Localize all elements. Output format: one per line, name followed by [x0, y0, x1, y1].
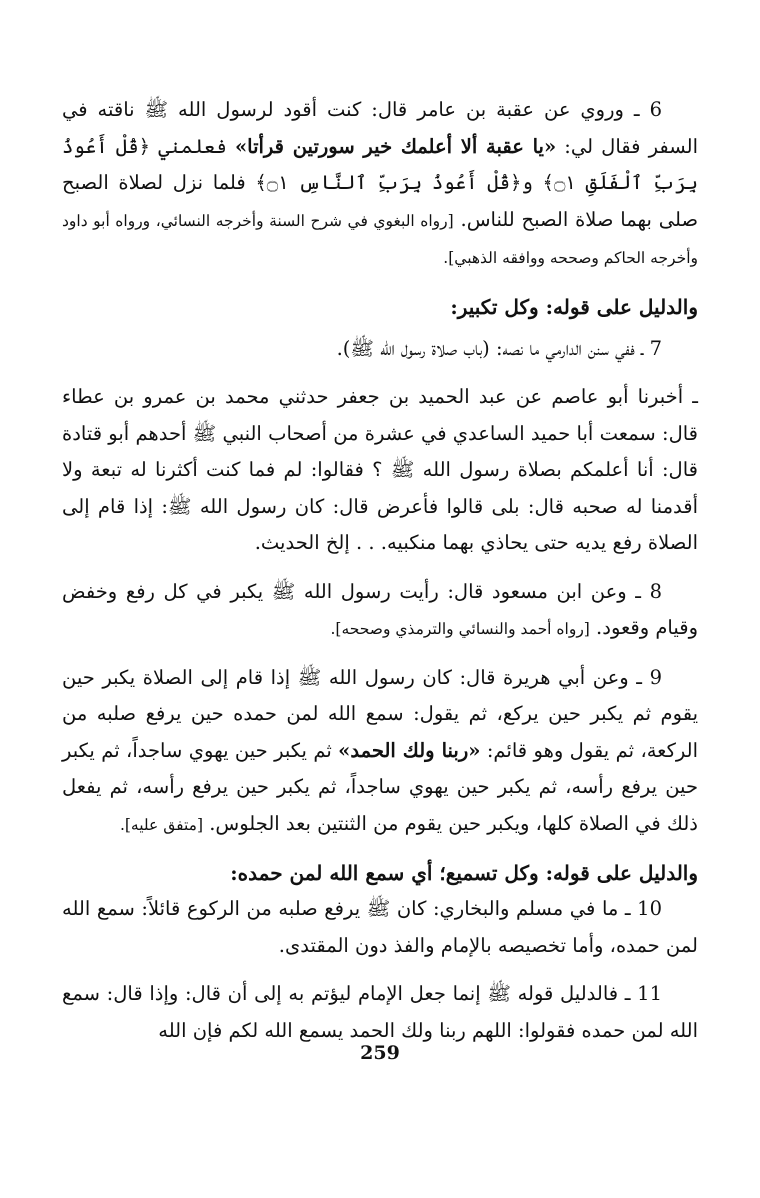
paragraph-9 — [62, 660, 698, 844]
paragraph-8 — [62, 574, 698, 648]
paragraph-9-text: 9 ـ وعن أبي هريرة قال: كان رسول الله ﷺ إذا قام إلى الصلاة يكبر حين يقوم ثم يكبر حين يركع، ثم يقول: سمع الله لمن حمده حين يرفع صلبه من الركعة، ثم يقول وهو قائم: — [62, 665, 698, 762]
hadith-quote-rabbana: «ربنا ولك الحمد» — [338, 738, 481, 762]
spacer — [62, 277, 698, 289]
paragraph-6 — [62, 92, 698, 277]
spacer — [62, 843, 698, 855]
paragraph-7: 7 ـ ففي سنن الدارمي ما نصه: (باب صلاة رسول الله ﷺ). — [336, 336, 662, 360]
spacer — [62, 562, 698, 574]
reference-8: [رواه أحمد والنسائي والترمذي وصححه]. — [330, 620, 590, 638]
page-number: 259 — [360, 1042, 400, 1064]
reference-6: [رواه البغوي في شرح السنة وأخرجه النسائي، ورواه أبو داود وأخرجه الحاكم وصححه ووافقه الذهبي]. — [62, 211, 698, 267]
paragraph-11: 11 ـ فالدليل قوله ﷺ إنما جعل الإمام ليؤتم به إلى أن قال: وإذا قال: سمع الله لمن حمده فقولوا: اللهم ربنا ولك الحمد يسمع الله لكم فإن الله — [62, 982, 698, 1042]
section-heading-tasmee: والدليل على قوله: وكل تسميع؛ أي سمع الله لمن حمده: — [230, 861, 698, 885]
hadith-quote-uqba: «يا عقبة ألا أعلمك خير سورتين قرأتا» — [234, 134, 557, 158]
paragraph-7-chain: ـ أخبرنا أبو عاصم عن عبد الحميد بن جعفر حدثني محمد بن عمرو بن عطاء قال: سمعت أبا حميد الساعدي في عشرة من أصحاب النبي ﷺ أحدهم أبو قتادة قال: أنا أعلمكم بصلاة رسول الله ﷺ ؟ فقالوا: لم فما كنت أكثرنا له تبعة ولا أقدمنا له صحبه قال: بلى قالوا فأعرض قال: كان رسول الله ﷺ: إذا قام إلى الصلاة رفع يديه حتى يحاذي بهما منكبيه. . . إلخ الحديث. — [62, 385, 698, 554]
paragraph-10: 10 ـ ما في مسلم والبخاري: كان ﷺ يرفع صلبه من الركوع قائلاً: سمع الله لمن حمده، وأما تخصيصه بالإمام والفذ دون المقتدى. — [62, 897, 698, 957]
section-heading-takbir: والدليل على قوله: وكل تكبير: — [450, 294, 698, 319]
paragraph-9-text-cont: ثم يكبر حين يهوي ساجداً، ثم يكبر حين يرفع رأسه، ثم يكبر حين يهوي ساجداً، ثم يكبر حين يرفع رأسه، ثم يفعل ذلك في الصلاة كلها، ويكبر حين يقوم من الثنتين بعد الجلوس. — [62, 738, 698, 835]
spacer — [62, 964, 698, 976]
paragraph-8-text: 8 ـ وعن ابن مسعود قال: رأيت رسول الله ﷺ يكبر في كل رفع وخفض وقيام وقعود. — [62, 579, 698, 639]
paragraph-6-text: 6 ـ وروي عن عقبة بن عامر قال: كنت أقود لرسول الله ﷺ ناقته في السفر فقال لي: — [62, 98, 698, 158]
spacer — [62, 648, 698, 660]
paragraph-6-text-cont: فعلمني ﴿قُلْ أَعُوذُ بِرَبِّ ٱلْفَلَقِ ۝١﴾ و﴿قُلْ أَعُوذُ بِرَبِّ ٱلنَّاسِ ۝١﴾ فلما نزل لصلاة الصبح صلى بهما صلاة الصبح للناس. — [62, 134, 699, 231]
spacer — [62, 367, 698, 379]
reference-9: [متفق عليه]. — [119, 815, 204, 834]
